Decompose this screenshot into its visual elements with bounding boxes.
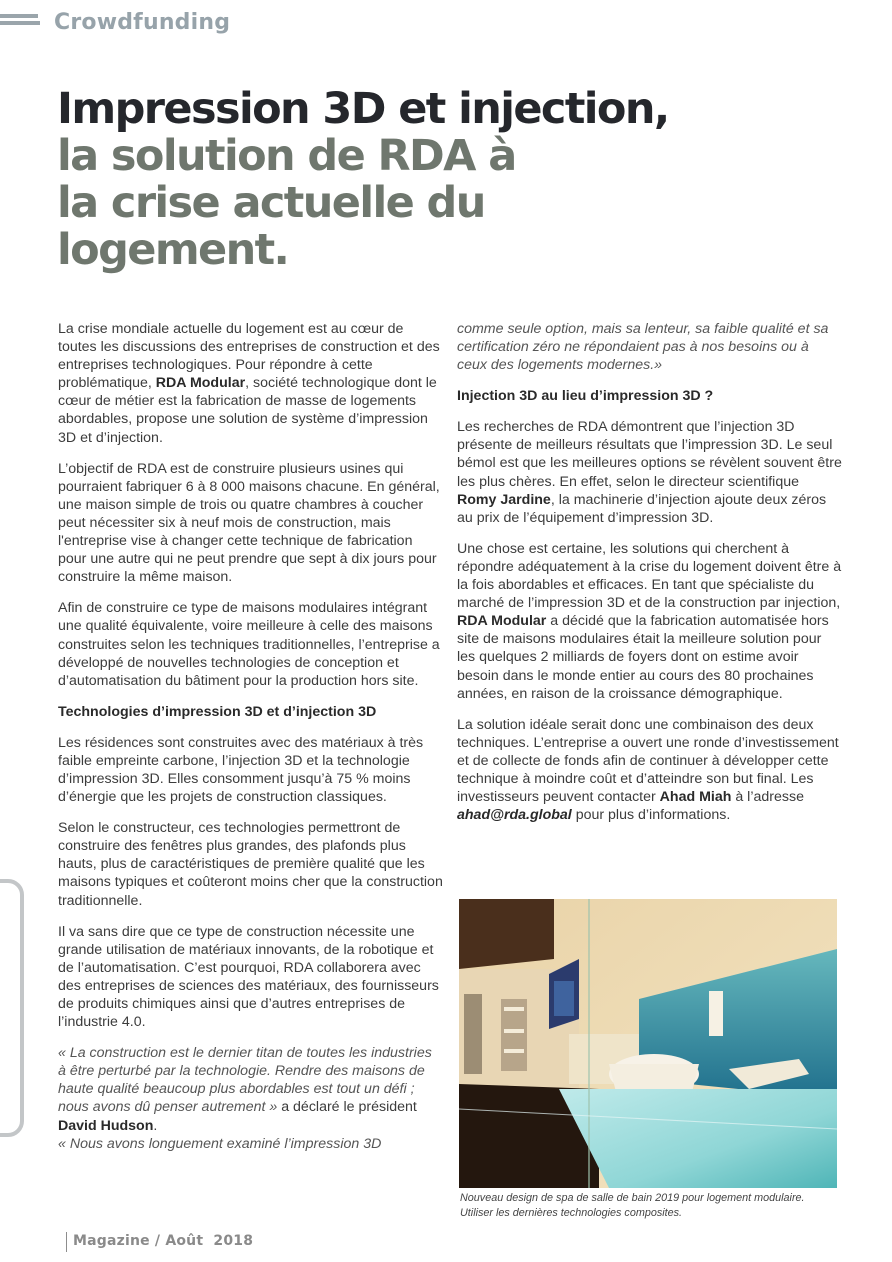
- text: La solution idéale serait donc une combinaison des deux techniques. L’entreprise a ouvert une ronde d’investissement et de collecte de fonds afin de continuer à développer cette technique à moindre coût et d’atteindre son but final. Les investisseurs peuvent contacter: [457, 716, 839, 806]
- subheading-technologies: Technologies d’impression 3D et d’injection 3D: [58, 703, 377, 720]
- person-name: David Hudson: [58, 1117, 154, 1134]
- section-bar-icon: [0, 14, 40, 28]
- paragraph-modular: Afin de construire ce type de maisons modulaires intégrant une qualité équivalente, voire meilleure à celle des maisons construites selon les techniques traditionnelles, l’entreprise a développé de nouvelles technologies de conception et d’automatisation du bâtiment pour la production hors site.: [58, 600, 440, 689]
- paragraph-quote-continued: comme seule option, mais sa lenteur, sa faible qualité et sa certification zéro ne répondaient pas à nos besoins ou à ceux des logements modernes.»: [457, 321, 829, 374]
- article-title: [57, 86, 677, 274]
- text: La crise mondiale actuelle du logement est au cœur de toutes les discussions des entreprises de construction et des entreprises technologiques. Pour répondre à cette problématique,: [58, 321, 440, 392]
- company-name: RDA Modular: [155, 375, 246, 392]
- footer-publication: Magazine / Août 2018: [73, 1233, 254, 1249]
- paragraph-objective: L’objectif de RDA est de construire plusieurs usines qui pourraient fabriquer 6 à 8 000 maisons chacune. En général, une maison simple de trois ou quatre chambres à coucher peut nécessiter six à neuf mois de construction, mais l'entreprise vise à changer cette technique de fabrication pour une autre qui ne peut prendre que sept à dix jours pour construire la même maison.: [58, 460, 440, 586]
- text: pour plus d’informations.: [571, 807, 731, 824]
- text: a déclaré le président: [277, 1099, 417, 1116]
- text: , société technologique dont le cœur de métier est la fabrication de masse de logements abordables, propose une solution de système d’impression 3D et d’injection.: [58, 375, 437, 446]
- title-line-2: la solution de RDA à: [57, 131, 516, 181]
- section-label: Crowdfunding: [54, 10, 231, 35]
- title-line-1: Impression 3D et injection,: [57, 84, 669, 134]
- text: .: [153, 1117, 158, 1134]
- right-column: [457, 320, 842, 837]
- image-caption: Nouveau design de spa de salle de bain 2019 pour logement modulaire. Utiliser les dernières technologies composites.: [460, 1192, 805, 1219]
- subheading-injection: Injection 3D au lieu d’impression 3D ?: [457, 388, 714, 405]
- bathroom-spa-image: [459, 899, 837, 1188]
- text: à l’adresse: [731, 789, 804, 806]
- paragraph-quote: [58, 1044, 443, 1153]
- side-tab-decoration: [0, 879, 24, 1137]
- paragraph-constructor: Selon le constructeur, ces technologies permettront de construire des fenêtres plus grandes, des plafonds plus hauts, plus de caractéristiques de première qualité que les maisons typiques et coûteront moins cher que la construction traditionnelle.: [58, 820, 443, 909]
- paragraph-materials: Il va sans dire que ce type de construction nécessite une grande utilisation de matériaux innovants, de la robotique et de l’automatisation. C’est pourquoi, RDA collaborera avec des entreprises de sciences des matériaux, des fournisseurs de produits chimiques ainsi que d’autres entreprises de l’industrie 4.0.: [58, 923, 439, 1031]
- paragraph-intro: [58, 320, 443, 447]
- title-line-4: logement.: [57, 225, 289, 275]
- footer-divider: [66, 1232, 67, 1252]
- text: Une chose est certaine, les solutions qui cherchent à répondre adéquatement à la crise du logement doivent être à la fois abordables et efficaces. En tant que spécialiste du marché de l’impression 3D et de la construction par injection,: [457, 540, 842, 612]
- left-column: [58, 320, 443, 1153]
- paragraph-solution: [457, 716, 842, 825]
- paragraph-residences: Les résidences sont construites avec des matériaux à très faible empreinte carbone, l’injection 3D et la technologie d’impression 3D. Elles consomment jusqu’à 75 % moins d’énergie que les projets de construction classiques.: [58, 734, 424, 806]
- text: Les recherches de RDA démontrent que l’injection 3D présente de meilleurs résultats que l’impression 3D. Le seul bémol est que les meilleures options se révèlent souvent être les plus chères. En effet, selon le directeur scientifique: [457, 419, 842, 490]
- title-line-3: la crise actuelle du: [57, 178, 485, 228]
- text: , la machinerie d’injection ajoute deux zéros au prix de l’équipement d’impression 3D.: [457, 491, 827, 526]
- quote-text: « Nous avons longuement examiné l’impression 3D: [58, 1135, 382, 1152]
- quote-text: « La construction est le dernier titan de toutes les industries à être perturbé par la technologie. Rendre des maisons de haute qualité beaucoup plus abordables est tout un défi ; nous avons dû penser autrement »: [58, 1045, 432, 1116]
- paragraph-certain: [457, 540, 842, 703]
- person-name: Romy Jardine: [457, 491, 551, 508]
- email-link[interactable]: ahad@rda.global: [457, 807, 572, 824]
- text: a décidé que la fabrication automatisée hors site de maisons modulaires était la meilleure solution pour les quelques 2 milliards de foyers dont on estime avoir besoin dans le monde entier au cours des 80 prochaines années, en raison de la croissance démographique.: [457, 613, 829, 702]
- person-name: Ahad Miah: [659, 789, 732, 806]
- company-name: RDA Modular: [457, 613, 547, 630]
- paragraph-research: [457, 418, 842, 527]
